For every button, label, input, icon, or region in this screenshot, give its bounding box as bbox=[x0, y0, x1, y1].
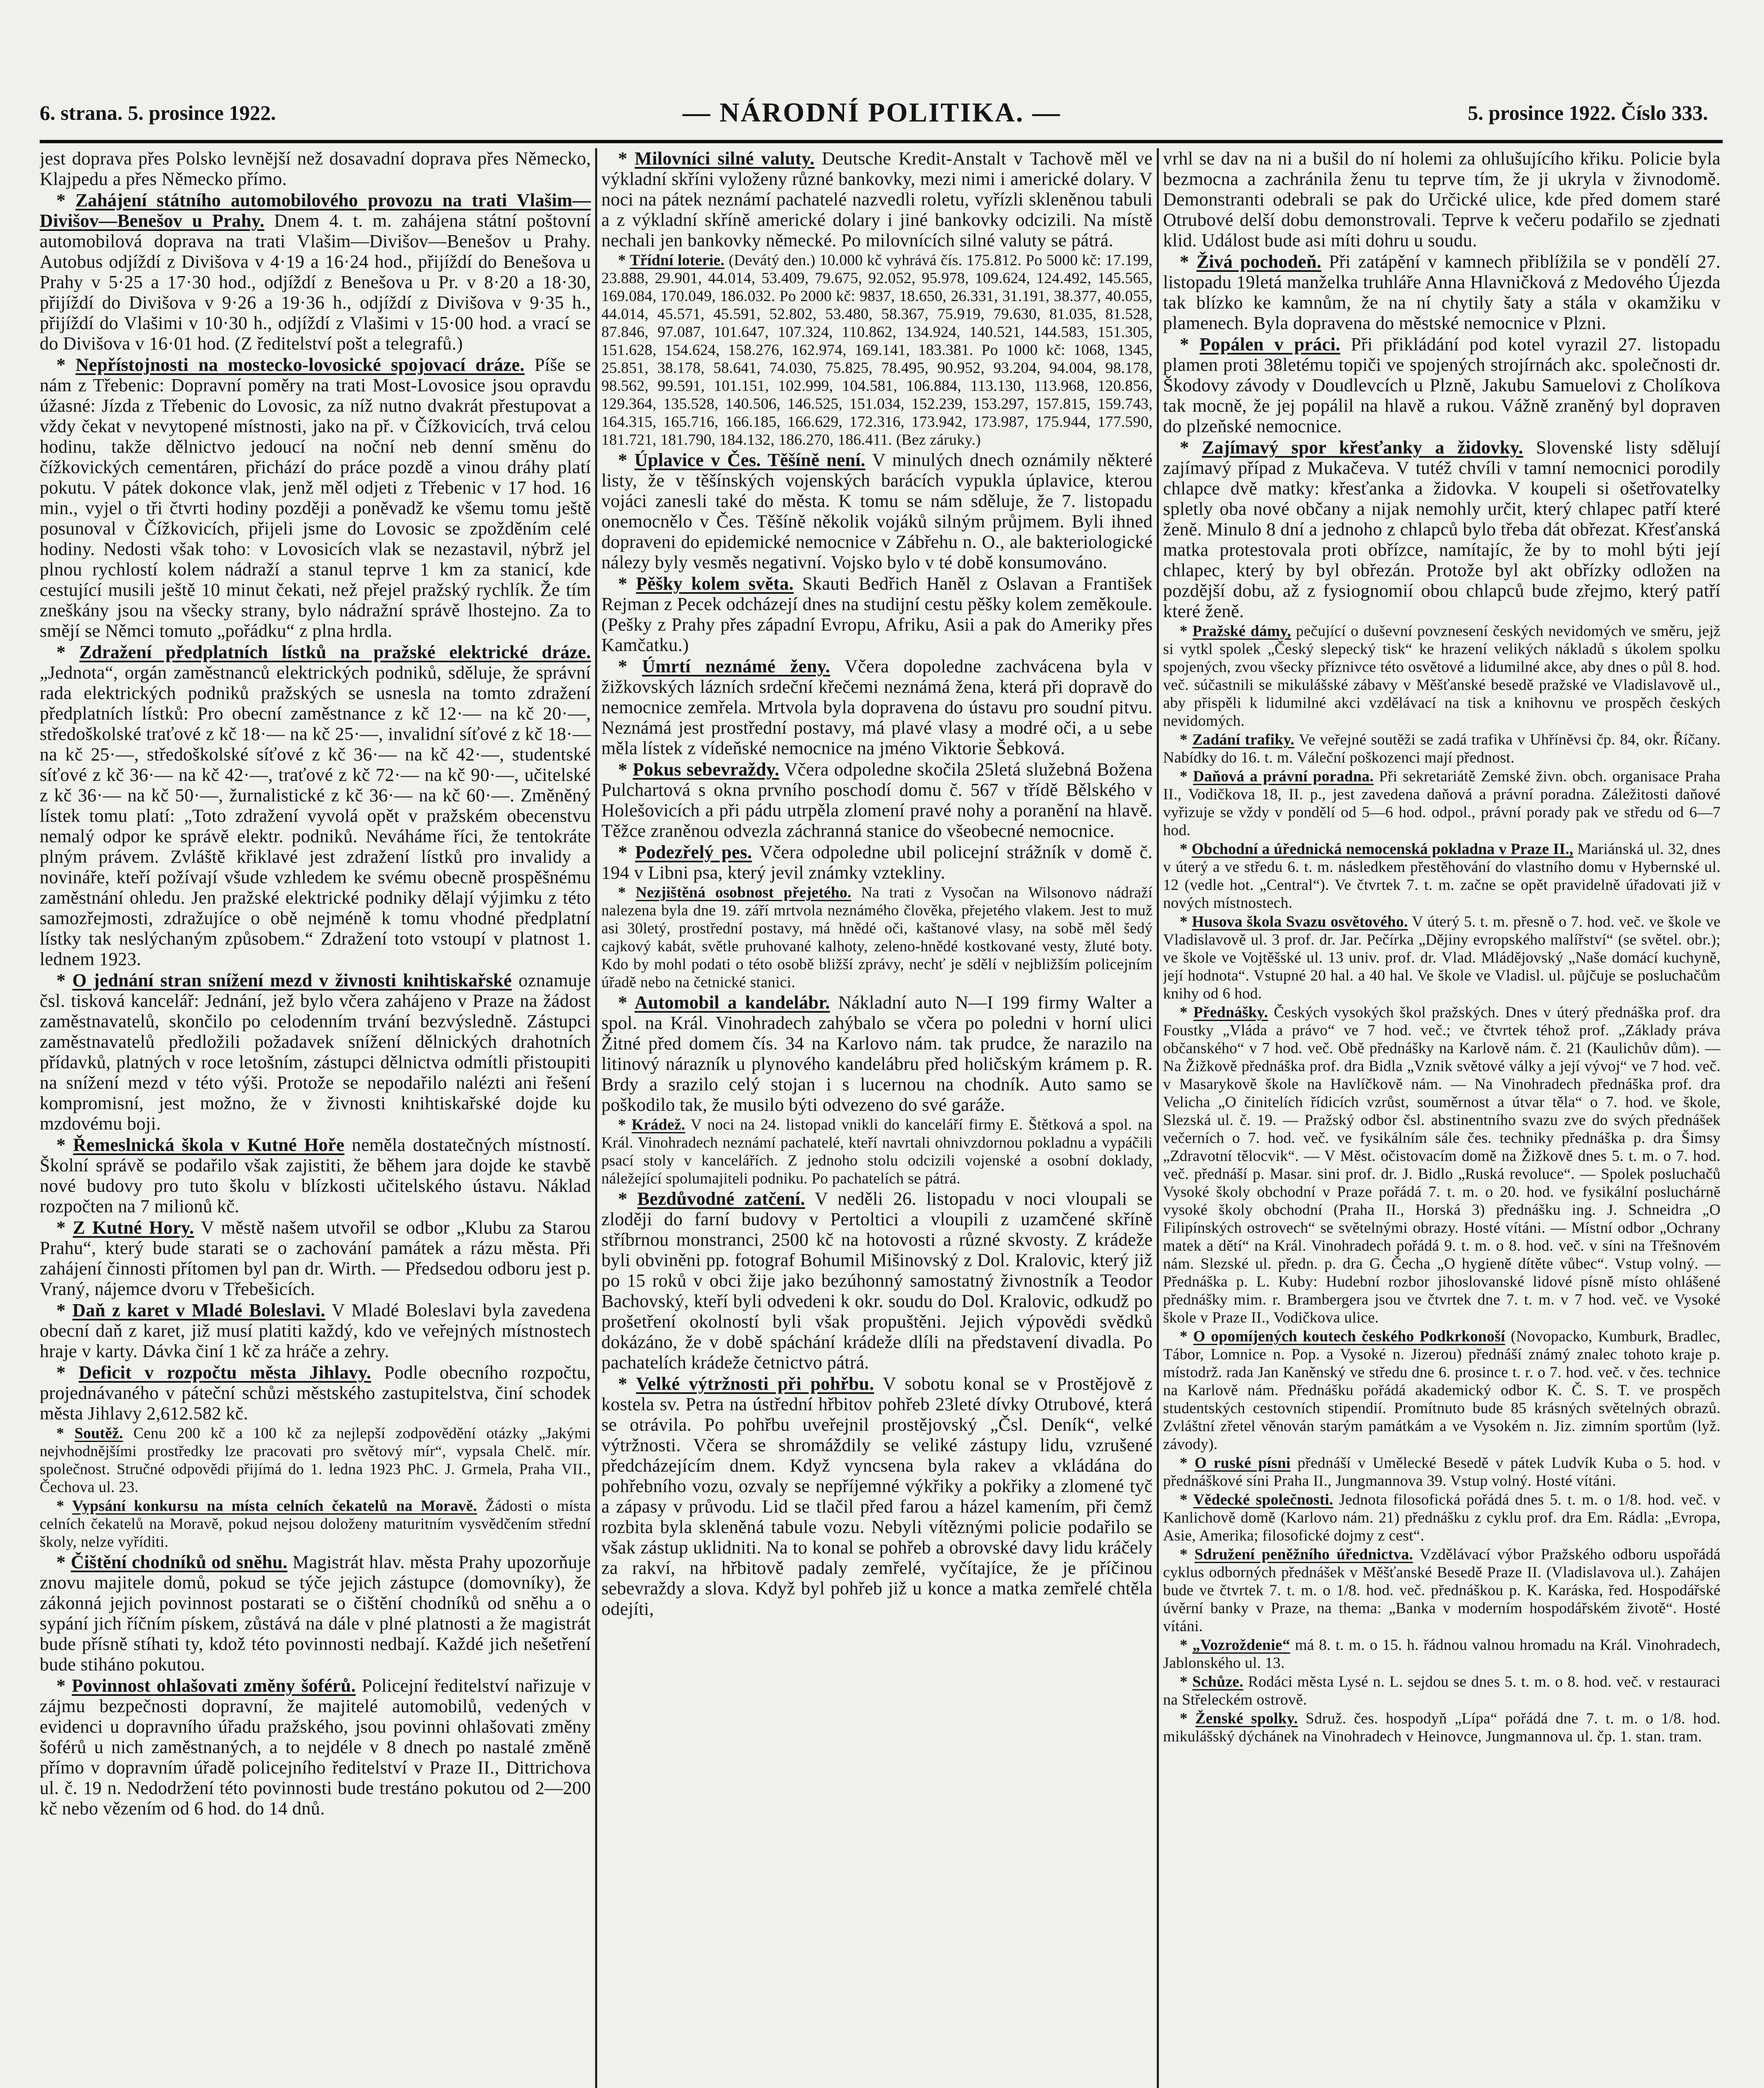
article-item bbox=[40, 1552, 591, 1675]
article-text: Včera odpoledne ubil policejní strážník v domě č. 194 v Libni psa, který jevil známky vztekliny. bbox=[601, 842, 1153, 883]
article-headline: O opomíjených koutech českého Podkrkonoší bbox=[1193, 1328, 1505, 1345]
article-headline: Zahájení státního automobilového provozu na trati Vlašim—Divišov—Benešov u Prahy. bbox=[40, 190, 591, 231]
article-item bbox=[1163, 622, 1721, 730]
article-text: V minulých dnech oznámily některé listy, že v těšínských vojenských barácích vypukla úplavice, kterou vojáci zanesli také do města. K tomu se nám sděluje, že 7. listopadu onemocnělo v Čes. Těšíně několik vojáků silným průjmem. Byli ihned dopraveni do epidemické nemocnice v Zábřehu n. O., ale bakteriologické nálezy byly vesměs negativní. Vojsko bylo v té době konsumováno. bbox=[601, 450, 1153, 573]
asterisk-icon: * bbox=[56, 1425, 75, 1442]
article-item bbox=[601, 1116, 1153, 1188]
article-text: Podle obecního rozpočtu, projednávaného v páteční schůzi městského zastupitelstva, činí schodek města Jihlavy 2,612.582 kč. bbox=[40, 1362, 591, 1424]
article-item bbox=[1163, 913, 1721, 1003]
article-text: vrhl se dav na ni a bušil do ní holemi za ohlušujícího křiku. Policie byla bezmocna a zachránila ženu tu teprve tím, že ji ukryla v živnodomě. Demonstranti odebrali se pak do Určické ulice, kde před domem staré Otrubové delší dobu demonstrovali. Teprve k večeru podařilo se zjednati klid. Událost bude asi míti dohru u soudu. bbox=[1163, 148, 1721, 251]
article-headline: Zdražení předplatních lístků na pražské elektrické dráze. bbox=[79, 642, 591, 662]
article-text: Sdruž. čes. hospodyň „Lípa“ pořádá dne 7. t. m. o 1/8. hod. mikulášský dýchánek na Vinohradech v Heinovce, Jungmannova ul. čp. 1. stan. tram. bbox=[1163, 1710, 1721, 1745]
article-item bbox=[601, 1373, 1153, 1619]
asterisk-icon: * bbox=[1180, 623, 1193, 640]
article-text: Dnem 4. t. m. zahájena státní poštovní automobilová doprava na trati Vlašim—Divišov—Benešov u Prahy. Autobus odjíždí z Divišova v 4·19 a 16·24 hod., přijíždí do Benešova u Prahy v 5·25 a 17·30 hod., odjíždí z Benešova u Pr. v 8·20 a 18·30, přijíždí do Divišova v 9·26 a 19·36 h., odjíždí z Divišova v 9·35 h., přijíždí do Vlašimi v 10·30 h., odjíždí z Vlašimi v 15·00 hod. a vrací se do Divišova v 16·01 hod. (Z ředitelství pošt a telegrafů.) bbox=[40, 210, 591, 354]
article-text: oznamuje čsl. tisková kancelář: Jednání, jež bylo včera zahájeno v Praze na žádost zaměstnavatelů, skončilo po celodenním trvání bezvýsledně. Zástupci zaměstnavatelů předložili požadavek snížení dělnických drahotních přídavků, platných v roce letošním, zástupci dělnictva odmítli přistoupiti na snížení mezd v této výši. Protože se nepodařilo nalézti ani řešení kompromisní, jest možno, že v živnosti knihtiskařské dojde ku mzdovému boji. bbox=[40, 970, 591, 1134]
asterisk-icon: * bbox=[56, 1675, 72, 1696]
article-item bbox=[40, 1424, 591, 1496]
article-item bbox=[1163, 148, 1721, 251]
asterisk-icon: * bbox=[56, 1217, 73, 1238]
asterisk-icon: * bbox=[618, 1188, 637, 1209]
asterisk-icon: * bbox=[1180, 1491, 1194, 1508]
asterisk-icon: * bbox=[618, 450, 635, 470]
article-item bbox=[601, 842, 1153, 883]
column-2 bbox=[601, 148, 1153, 2088]
asterisk-icon: * bbox=[1180, 1673, 1192, 1690]
column-3 bbox=[1163, 148, 1721, 2088]
article-text: Při zatápění v kamnech přiblížila se v pondělí 27. listopadu 19letá manželka truhláře Anna Hlavničková z Medového Újezda tak blízko ke kamnům, že na ní chytily šaty a stála v okamžiku v plamenech. Byla dopravena do městské nemocnice v Plzni. bbox=[1163, 251, 1721, 333]
asterisk-icon: * bbox=[1180, 334, 1200, 355]
article-text: Rodáci města Lysé n. L. sejdou se dnes 5. t. m. o 8. hod. več. v restauraci na Střeleckém ostrově. bbox=[1163, 1673, 1721, 1708]
page-header bbox=[40, 86, 1708, 140]
article-headline: Nepřístojnosti na mostecko-lovosické spojovací dráze. bbox=[75, 355, 525, 375]
article-text: Magistrát hlav. města Prahy upozorňuje znovu majitele domů, pokud se týče jejich zástupce (domovníky), že zákonná jejich povinnost postarati se o čištění chodníků od sněhu a o sypání jich říčním pískem, zůstává na dále v plné platnosti a že magistrát bude přísně stíhati ty, kdož této povinnosti nedbají. Každé jich nešetření bude stiháno pokutou. bbox=[40, 1552, 591, 1675]
article-text: Včera odpoledne skočila 25letá služebná Božena Pulchartová s okna prvního poschodí domu č. 567 v třídě Bělského v Holešovicích a při pádu utrpěla zlomení pravé nohy a poranění na hlavě. Těžce zraněnou odvezla záchranná stanice do všeobecné nemocnice. bbox=[601, 759, 1153, 841]
article-item bbox=[40, 1362, 591, 1424]
asterisk-icon: * bbox=[1180, 251, 1197, 272]
article-headline: Povinnost ohlašovati změny šoférů. bbox=[71, 1675, 356, 1696]
article-headline: Deficit v rozpočtu města Jihlavy. bbox=[79, 1362, 371, 1383]
asterisk-icon: * bbox=[618, 148, 635, 169]
article-item bbox=[1163, 1454, 1721, 1490]
article-text: přednáší v Umělecké Besedě v pátek Ludvík Kuba o 5. hod. v přednáškové síni Praha II., Jungmannova 39. Vstup volný. Hosté vítáni. bbox=[1163, 1455, 1721, 1490]
article-headline: Třídní loterie. bbox=[630, 252, 725, 269]
article-item bbox=[1163, 1328, 1721, 1453]
article-headline: Přednášky. bbox=[1193, 1004, 1268, 1021]
asterisk-icon: * bbox=[56, 1300, 73, 1320]
article-text: V sobotu konal se v Prostějově z kostela sv. Petra na ústřední hřbitov pohřeb 23leté dívky Otrubové, která se otrávila. Po pohřbu uveřejnil prostějovský „Čsl. Deník“, velké výtržnosti. Včera se shromáždily se veliké zástupy lidu, vzrušené předcházejícím dnem. Když vyncsena byla rakev a vkládána do pohřebního vozu, ozvaly se nepříjemné výkřiky a pokřiky a zlomené tyč a zápasy v průvodu. Lid se tlačil před farou a házel kamením, při čemž rozbita byla skleněná tabule vozu. Nebyli vítěznými policie podařilo se však zástup uklidniti. Na to konal se pohřeb a obrovské davy lidu kráčely za rakví, na hřbitově padaly zemřelé, vyčítajíce, že je příčinou sebevraždy a slova. Když byl pohřeb již u konce a matka zemřelé chtěla odejíti, bbox=[601, 1373, 1153, 1619]
article-item bbox=[40, 1675, 591, 1819]
asterisk-icon: * bbox=[56, 1552, 71, 1572]
article-headline: Daň z karet v Mladé Boleslavi. bbox=[72, 1300, 326, 1320]
article-item bbox=[40, 1135, 591, 1216]
asterisk-icon: * bbox=[618, 1373, 636, 1394]
article-item bbox=[40, 642, 591, 969]
article-headline: Husova škola Svazu osvětového. bbox=[1192, 913, 1408, 930]
article-item bbox=[601, 1188, 1153, 1373]
article-headline: Pražské dámy, bbox=[1192, 623, 1291, 640]
article-headline: Daňová a právní poradna. bbox=[1193, 768, 1374, 785]
asterisk-icon: * bbox=[618, 884, 636, 901]
asterisk-icon: * bbox=[1180, 768, 1193, 785]
article-text: Vzdělávací výbor Pražského odboru uspořádá cyklus odborných přednášek v Měšťanské Besedě Praze II. (Vladislavova ul.). Zahájen bude ve čtvrtek 7. t. m. o 1/8. hod. več. přednáškou p. K. Karáska, řed. Hospodářské úvěrní banky v Praze, na thema: „Banka v moderním hospodářském životě“. Hosté vítáni. bbox=[1163, 1546, 1721, 1635]
asterisk-icon: * bbox=[1180, 913, 1192, 930]
article-text: (Devátý den.) 10.000 kč vyhrává čís. 175.812. Po 5000 kč: 17.199, 23.888, 29.901, 44.014, 53.409, 79.675, 92.052, 95.978, 109.624, 124.492, 145.565, 169.084, 170.049, 186.032. Po 2000 kč: 9837, 18.650, 26.331, 31.191, 38.377, 40.055, 44.014, 45.571, 45.591, 52.802, 53.480, 58.367, 75.919, 79.630, 81.035, 81.528, 87.846, 97.087, 101.647, 107.324, 110.862, 134.924, 140.521, 144.583, 151.305, 151.628, 154.624, 158.276, 162.974, 169.141, 183.381. Po 1000 kč: 1068, 1345, 25.851, 38.178, 58.641, 74.030, 75.825, 78.495, 90.952, 93.204, 94.004, 98.178, 98.562, 99.591, 101.151, 102.999, 104.581, 106.884, 113.130, 113.968, 120.856, 129.364, 135.528, 140.506, 146.525, 151.034, 152.239, 153.297, 157.815, 159.743, 164.315, 165.716, 166.185, 166.629, 172.316, 173.942, 173.987, 175.944, 177.590, 181.721, 181.790, 184.132, 186.270, 186.411. (Bez záruky.) bbox=[601, 252, 1153, 449]
article-item bbox=[601, 251, 1153, 449]
asterisk-icon: * bbox=[56, 1498, 72, 1515]
article-item bbox=[1163, 1710, 1721, 1746]
article-item bbox=[1163, 251, 1721, 333]
article-text: V Mladé Boleslavi byla zavedena obecní daň z karet, již musí platiti každý, kdo ve veřejných místnostech hraje v karty. Dávka činí 1 kč za hráče a zehry. bbox=[40, 1300, 591, 1361]
article-text: V neděli 26. listopadu v noci vloupali se zloději do farní budovy v Pertoltici a vloupili z uzamčené skříně stříbrnou monstranci, 2500 kč na hotovosti a různé skvosty. Z krádeže byli obviněni pp. fotograf Bohumil Mišinovský z Dol. Kralovic, který již po 15 roků v obci žije jako bezúhonný samostatný živnostník a Teodor Bachovský, kteří byli odvedeni k okr. soudu do Dol. Kralovic, odkudž po prošetření okolností byli však propuštěni. Jejich výpovědi svědků dokázáno, že v době spáchání krádeže dlíli na představení divadla. Po pachatelích krádeže četnictvo pátrá. bbox=[601, 1188, 1153, 1373]
masthead-title: — NÁRODNÍ POLITIKA. — bbox=[682, 97, 1061, 128]
asterisk-icon: * bbox=[56, 1362, 79, 1383]
article-text: V městě našem utvořil se odbor „Klubu za Starou Prahu“, který bude starati se o zachování památek a rázu města. Při zahájení činnosti přítomen byl pan dr. Wirth. — Předsedou odboru jest p. Vraný, nájemce dvoru v Třebešicích. bbox=[40, 1217, 591, 1299]
article-item bbox=[1163, 334, 1721, 436]
article-text: Slovenské listy sdělují zajímavý případ z Mukačeva. V tutéž chvíli v tamní nemocnici porodily chlapce dvě matky: křesťanka a židovka. V koupeli si ošetřovatelky spletly oba nové občany a nijak nemohly určit, který chlapec patří které ženě. Minulo 8 dní a jednoho z chlapců bylo třeba dát obřezat. Křesťanská matka protestovala proti obřízce, namítajíc, že by to mohl býti její chlapec, který by byl obřezán. Protože byl akt obřízky odložen na pozdější dobu, až z fysiognomií obou chlapců bude zřejmo, který patří které ženě. bbox=[1163, 437, 1721, 621]
article-headline: Pokus sebevraždy. bbox=[632, 759, 780, 780]
article-text: (Novopacko, Kumburk, Bradlec, Tábor, Lomnice n. Pop. a Vysoké n. Jizerou) přednáší známý znalec tohoto kraje p. místodrž. rada Jan Kaněnský ve středu dne 6. prosince t. r. o 7. hod. več. v čes. technice na Karlově nám. Přednášku pořádá akademický odbor K. Č. S. T. ve prospěch studentských cestovních stipendií. Promítnuto bude 85 krásných světelných obrazů. Zvláštní zřetel věnován starým památkám a ve Vysokém n. Jiz. zimním sportům (lyž. závody). bbox=[1163, 1328, 1721, 1453]
column-divider bbox=[595, 148, 597, 2088]
article-item bbox=[40, 970, 591, 1134]
article-text: Jednota filosofická pořádá dnes 5. t. m. o 1/8. hod. več. v Kanlichově domě (Karlovo nám. 21) přednášku z cyklu prof. dra Em. Rádla: „Evropa, Asie, Amerika; filosofické dojmy z cest“. bbox=[1163, 1491, 1721, 1544]
article-text: Při přikládání pod kotel vyrazil 27. listopadu plamen proti 38letému topiči ve spojených strojírnách akc. společnosti dr. Škodovy závody v Doudlevcích u Plzně, Jakubu Samuelovi z Cholíkova tak mocně, že jej popálil na hlavě a rukou. Vážně zraněný byl dopraven do plzeňské nemocnice. bbox=[1163, 334, 1721, 436]
asterisk-icon: * bbox=[1180, 1455, 1195, 1472]
asterisk-icon: * bbox=[56, 642, 80, 662]
article-item bbox=[601, 148, 1153, 251]
article-headline: Popálen v práci. bbox=[1199, 334, 1341, 355]
article-headline: Z Kutné Hory. bbox=[73, 1217, 194, 1238]
article-item bbox=[601, 450, 1153, 573]
header-rule bbox=[40, 140, 1723, 143]
article-item bbox=[40, 1300, 591, 1361]
asterisk-icon: * bbox=[1180, 1328, 1194, 1345]
article-headline: Obchodní a úřednická nemocenská pokladna v Praze II., bbox=[1191, 841, 1574, 858]
article-item bbox=[40, 190, 591, 354]
article-text: Skauti Bedřich Haněl z Oslavan a František Rejman z Pecek odcházejí dnes na studijní cestu pěšky kolem zeměkoule. (Pešky z Prahy přes západní Evropu, Afriku, Asii a pak do Ameriky přes Kamčatku.) bbox=[601, 573, 1153, 655]
article-item bbox=[601, 573, 1153, 655]
article-item bbox=[40, 1217, 591, 1299]
article-headline: Zajímavý spor křesťanky a židovky. bbox=[1202, 437, 1523, 458]
article-item bbox=[40, 355, 591, 641]
article-headline: Sdružení peněžního úřednictva. bbox=[1194, 1546, 1413, 1563]
article-headline: Velké výtržnosti při pohřbu. bbox=[636, 1373, 874, 1394]
asterisk-icon: * bbox=[1180, 1004, 1194, 1021]
article-item bbox=[1163, 768, 1721, 839]
asterisk-icon: * bbox=[1180, 1710, 1196, 1727]
asterisk-icon: * bbox=[618, 573, 636, 594]
asterisk-icon: * bbox=[618, 252, 630, 269]
article-text: Ve veřejné soutěži se zadá trafika v Uhříněvsi čp. 84, okr. Říčany. Nabídky do 16. t. m. Váleční poškozenci mají přednost. bbox=[1163, 731, 1721, 766]
article-text: Cenu 200 kč a 100 kč za nejlepší zodpovědění otázky „Jakými nejvhodnějšími prostředky lze pracovati pro světový mír“, vypsala Chelč. mír. společnost. Stručné odpovědi přijímá do 1. ledna 1923 PhC. J. Grmela, Praha VII., Čechova ul. 23. bbox=[40, 1425, 591, 1496]
asterisk-icon: * bbox=[618, 759, 633, 780]
article-headline: Úmrtí neznámé ženy. bbox=[642, 656, 830, 677]
article-text: neměla dostatečných místností. Školní správě se podařilo však zajistiti, že během jara dojde ke stavbě nové budovy pro tuto školu v blízkosti učitelského ústavu. Náklad rozpočten na 7 milionů kč. bbox=[40, 1135, 591, 1216]
article-headline: Zadání trafiky. bbox=[1192, 731, 1295, 748]
article-headline: Ženské spolky. bbox=[1195, 1710, 1298, 1727]
article-headline: Čištění chodníků od sněhu. bbox=[71, 1552, 288, 1572]
article-text: V noci na 24. listopad vnikli do kanceláří firmy E. Štětková a spol. na Král. Vinohradech neznámí pachatelé, kteří navrtali ohnivzdornou pokladnu a vypáčili psací stoly v kancelářích. Z jednoho stolu odcizili vojenské a osobní doklady, náležející spolumajiteli podniku. Po pachatelích se pátrá. bbox=[601, 1116, 1153, 1187]
article-item bbox=[1163, 1673, 1721, 1709]
article-headline: Živá pochodeň. bbox=[1196, 251, 1322, 272]
article-headline: Krádež. bbox=[631, 1116, 685, 1133]
article-item bbox=[601, 992, 1153, 1115]
asterisk-icon: * bbox=[618, 842, 635, 862]
asterisk-icon: * bbox=[618, 656, 642, 677]
article-text: Českých vysokých škol pražských. Dnes v úterý přednáška prof. dra Foustky „Vláda a právo“ ve 7 hod. več.; ve čtvrtek téhož prof. „Základy práva občanského“ v 7 hod. več. Obě přednášky na Karlově nám. č. 21 (Kaulichův dům). — Na Žižkově přednáška prof. dra Bidla „Vznik světové války a její vývoj“ ve 7 hod. več. v Masarykově škole na Havlíčkově nám. — Na Vinohradech přednáška prof. dra Velicha „O činitelích řídicích vzrůst, souměrnost a útvar těla“ o 7. hod. ve škole, Slezská ul. č. 19. — Pražský odbor čsl. abstinentního svazu zve do svých přednášek večerních o 7. hod. več. ve fysikálním sále čes. techniky přednáška p. dra Šimsy „Zdravotní tělocvik“. — V Měst. očistovacím domě na Žižkově dnes 5. t. m. o 7. hod. več. přednáší p. Masar. sini prof. dr. J. Bidlo „Ruská revoluce“. — Spolek posluchačů Vysoké školy obchodní v Praze pořádá 7. t. m. o 20. hod. ve fysikální posluchárně vysoké školy obchodní (Praha II., Horská 3) přednášku ing. J. Schneidra „O Filipínských ostrovech“ se světelnými obrazy. Hosté vítáni. — Místní odbor „Ochrany matek a dětí“ na Král. Vinohradech pořádá 9. t. m. o 8. hod. več. v síni na Třešnovém nám. Slezské ul. předn. p. dra G. Čecha „O hygieně dítěte vůbec“. Vstup volný. — Přednáška p. L. Kuby: Hudební rozbor jihoslovanské lidové písně místo ohlášené přednášky mim. r. Brambergera jsou ve čtvrtek dne 7. t. m. v 7 hod. več. ve Vysoké škole v Praze II., Vodičkova ulice. bbox=[1163, 1004, 1721, 1326]
article-text: Deutsche Kredit-Anstalt v Tachově měl ve výkladní skříni vyloženy různé bankovky, mezi nimi i americké dolary. V noci na pátek neznámí pachatelé nazvedli roletu, vyřízli skleněnou tabuli a z výkladní skříně americké dolary i jiné bankovky odcizili. Na místě nechali jen bankovky německé. Po milovnících silné valuty se pátrá. bbox=[601, 148, 1153, 251]
asterisk-icon: * bbox=[1180, 1546, 1195, 1563]
asterisk-icon: * bbox=[1180, 731, 1192, 748]
article-headline: Úplavice v Čes. Těšíně není. bbox=[634, 450, 866, 470]
article-headline: Pěšky kolem světa. bbox=[636, 573, 794, 594]
article-item bbox=[1163, 1003, 1721, 1327]
article-headline: „Vozroždenie“ bbox=[1192, 1637, 1290, 1654]
article-text: V úterý 5. t. m. přesně o 7. hod. več. ve škole ve Vladislavově ul. 3 prof. dr. Jar. Pečírka „Dějiny evropského malířství“ (se světel. obr.); ve škole ve Vojtěšské ul. 13 univ. prof. dr. Vlad. Mládějovský „Naše domácí kuchyně, její hodnota“. Vstupné 20 hal. a 40 hal. Ve škole ve Vladisl. ul. půjčuje se posluchačům knihy od 6 hod. bbox=[1163, 913, 1721, 1002]
article-item bbox=[1163, 731, 1721, 767]
article-headline: Podezřelý pes. bbox=[635, 842, 752, 862]
article-headline: Vypsání konkursu na místa celních čekatelů na Moravě. bbox=[72, 1498, 477, 1515]
asterisk-icon: * bbox=[56, 355, 76, 375]
article-headline: Bezdůvodné zatčení. bbox=[637, 1188, 805, 1209]
header-issue-number: 5. prosince 1922. Číslo 333. bbox=[1467, 101, 1708, 124]
article-headline: Nezjištěná osobnost přejetého. bbox=[636, 884, 852, 901]
article-text: má 8. t. m. o 15. h. řádnou valnou hromadu na Král. Vinohradech, Jablonského ul. 13. bbox=[1163, 1637, 1721, 1672]
article-headline: O ruské písni bbox=[1194, 1455, 1291, 1472]
article-item bbox=[40, 148, 591, 189]
article-text: jest doprava přes Polsko levnější než dosavadní doprava přes Německo, Klajpedu a přes Německo přímo. bbox=[40, 148, 591, 189]
article-text: Na trati z Vysočan na Wilsonovo nádraží nalezena byla dne 19. září mrtvola neznámého člověka, přejetého vlakem. Jest to muž asi 30letý, prostřední postavy, má hnědé oči, kaštanové vlasy, na sobě měl šedý cajkový kabát, světle pruhované kalhoty, zeleno-hnědé kostkované vesty, žluté boty. Kdo by mohl podati o této osobě bližší zprávy, nechť je sdělí v nejbližším policejním úřadě nebo na četnické stanici. bbox=[601, 884, 1153, 991]
header-page-date: 6. strana. 5. prosince 1922. bbox=[40, 101, 276, 124]
asterisk-icon: * bbox=[56, 190, 76, 210]
asterisk-icon: * bbox=[618, 992, 635, 1013]
article-text: pečující o duševní povznesení českých nevidomých ve směru, jejž si vytkl spolek „Český slepecký tisk“ ke hrazení velikých nákladů s úkolem spolku spojených, zvou všecky příznivce této osvětové a lidumilné akce, aby dnes o půl 8. hod. več. súčastnili se mikulášské zábavy v Měšťanské besedě pražské ve Vladislavově ul., aby přispěli k lidumilné akci vzdělávací na tisk a knihovnu ve prospěch českých nevidomých. bbox=[1163, 623, 1721, 730]
asterisk-icon: * bbox=[1180, 437, 1202, 458]
article-text: Včera dopoledne zachvácena byla v žižkovských lázních srdeční křečemi neznámá žena, která při dopravě do nemocnice zemřela. Mrtvola byla dopravena do ústavu pro soudní pitvu. Neznámá jest prostřední postavy, má plavé vlasy a modré oči, a u sebe měla lístek z vídeňské nemocnice na jméno Viktorie Šebková. bbox=[601, 656, 1153, 758]
article-item bbox=[40, 1497, 591, 1551]
asterisk-icon: * bbox=[618, 1116, 632, 1133]
article-text: „Jednota“, orgán zaměstnanců elektrických podniků, sděluje, že správní rada elektrických podniků pražských se usnesla na tomto zdražení předplatních lístků: Pro obecní zaměstnance z kč 12·— na kč 20·—, středoškolské traťové z kč 18·— na kč 25·—, invalidní síťové z kč 18·— na kč 25·—, středoškolské síťové z kč 36·— na kč 42·—, studentské síťové z kč 36·— na kč 42·—, traťové z kč 72·— na kč 90·—, učitelské z kč 36·— na kč 50·—, žurnalistické z kč 36·— na kč 60·—. Změněný lístek tomu platí: „Toto zdražení vyvolá opět v pražském obecenstvu nemalý odpor ke správě elektr. podniků. Neváháme říci, že tentokráte plným právem. Zvláště křiklavé jest zdražení lístků pro invalidy a novináře, kteří požívají všude vzhledem ke svému obecně prospěšnému zaměstnání ohledu. Jen pražské elektrické podniky dělají výjimku z této samozřejmosti, zdražujíce o obě nejméně k tomu vhodné předplatní lístky tak neslýchaným způsobem.“ Zdražení toto vstoupí v platnost 1. lednem 1923. bbox=[40, 662, 591, 969]
article-headline: Vědecké společnosti. bbox=[1193, 1491, 1333, 1508]
column-divider bbox=[1157, 148, 1159, 2088]
asterisk-icon: * bbox=[1180, 1637, 1193, 1654]
article-text: Při sekretariátě Zemské živn. obch. organisace Praha II., Vodičkova 18, II. p., jest zavedena daňová a právní poradna. Záležitosti daňové vyřizuje se vždy v pondělí od 5—6 hod. odpol., právní porady pak ve středu od 6—7 hod. bbox=[1163, 768, 1721, 839]
column-1 bbox=[40, 148, 591, 2088]
article-item bbox=[1163, 1636, 1721, 1672]
article-item bbox=[1163, 1491, 1721, 1545]
article-headline: O jednání stran snížení mezd v živnosti knihtiskařské bbox=[72, 970, 512, 991]
asterisk-icon: * bbox=[56, 970, 73, 991]
article-item bbox=[601, 759, 1153, 841]
article-item bbox=[1163, 1546, 1721, 1635]
article-item bbox=[601, 884, 1153, 991]
article-text: Policejní ředitelství nařizuje v zájmu bezpečnosti dopravní, že majitelé automobilů, vedených v evidenci u dopravního úřadu pražského, jsou povinni ohlašovati změny šoférů u nich zaměstnaných, a to nejdéle v 8 dnech po nastalé změně přímo v dopravním úřadě policejního ředitelství v Praze II., Dittrichova ul. č. 19 n. Nedodržení této povinnosti bude trestáno pokutou od 2—200 kč nebo vězením od 6 hod. do 14 dnů. bbox=[40, 1675, 591, 1819]
article-headline: Milovníci silné valuty. bbox=[634, 148, 815, 169]
article-text: Mariánská ul. 32, dnes v úterý a ve středu 6. t. m. následkem přestěhování do vlastního domu v Hybernské ul. 12 (vedle hot. „Central“). Ve čtvrtek 7. t. m. začne se opět pravidelně úřadovati již v nových místnostech. bbox=[1163, 841, 1721, 912]
article-item bbox=[1163, 840, 1721, 912]
asterisk-icon: * bbox=[1180, 841, 1192, 858]
article-headline: Soutěž. bbox=[74, 1425, 123, 1442]
article-text: Žádosti o místa celních čekatelů na Moravě, pokud nejsou doloženy maturitním vysvědčením střední školy, nelze vyříditi. bbox=[40, 1498, 591, 1551]
article-item bbox=[601, 656, 1153, 758]
article-text: Nákladní auto N—I 199 firmy Walter a spol. na Král. Vinohradech zahýbalo se včera po poledni v horní ulici Žitné před domem čís. 34 na Karlovo nám. tak prudce, že narazilo na litinový nárazník u plynového kandelábru před holičským krámem p. R. Brdy a srazilo celý stojan i s lucernou na chodník. Auto samo se poškodilo tak, že musilo býti odvezeno do své garáže. bbox=[601, 992, 1153, 1115]
article-item bbox=[1163, 437, 1721, 621]
asterisk-icon: * bbox=[56, 1135, 73, 1155]
article-headline: Automobil a kandelábr. bbox=[634, 992, 830, 1013]
article-headline: Řemeslnická škola v Kutné Hoře bbox=[73, 1135, 345, 1155]
article-headline: Schůze. bbox=[1192, 1673, 1244, 1690]
article-text: Píše se nám z Třebenic: Dopravní poměry na trati Most-Lovosice jsou opravdu úžasné: Jízda z Třebenic do Lovosic, za níž nutno dvakrát přestupovat a vždy čekat v nevytopené místnosti, jako na př. v Čížkovicích, trvá celou hodinu, takže dělnictvo jedoucí na noční neb denní směnu do čížkovických cementáren, přichází do práce pozdě a vinou dráhy platí pokutu. V pátek dokonce vlak, jenž měl odjeti z Třebenic v 17 hod. 16 min., vyjel o tři čtvrti hodiny později a poněvadž ke všemu tomu ještě posunoval v Čížkovicích, přijeli jsme do Lovosic se zpožděním celé hodiny. Nedosti však tohoː v Lovosicích vlak se nezastavil, nýbrž jel plnou rychlostí kolem nádraží a stanul teprve 1 km za stanicí, kde cestující musili ještě 10 minut čekati, než přejel pražský rychlík. Že tím zneškány jsou na všecky strany, bylo nádražní správě lhostejno. Za to smějí se Němci tomuto „pořádku“ z plna hrdla. bbox=[40, 355, 591, 641]
